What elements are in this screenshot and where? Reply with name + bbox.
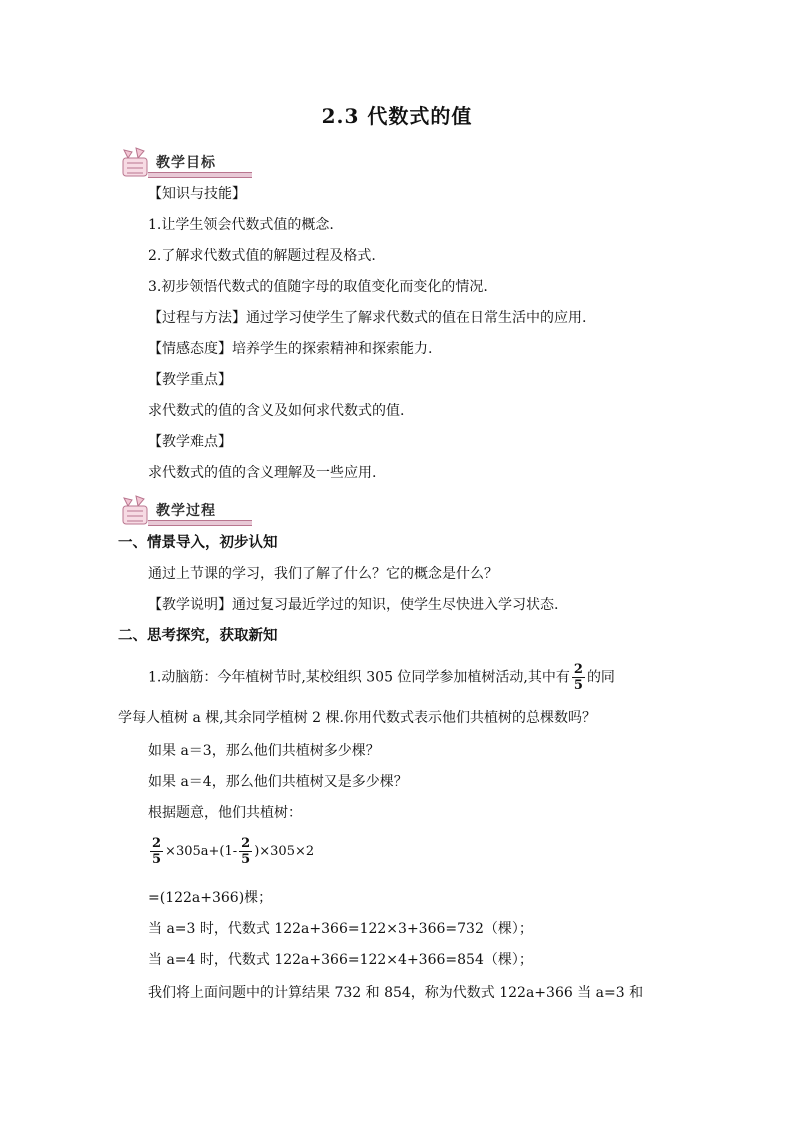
fraction-denominator: 5	[573, 678, 583, 693]
text-line: 1.让学生领会代数式值的概念.	[148, 217, 334, 233]
text-line: 【知识与技能】	[148, 186, 246, 202]
text-line: 【教学说明】通过复习最近学过的知识，使学生尽快进入学习状态.	[148, 597, 559, 613]
subsection-title: 二、思考探究，获取新知	[118, 628, 278, 644]
fraction	[150, 836, 163, 867]
text-line: 如果 a＝3，那么他们共植树多少棵？	[148, 743, 380, 759]
text-line: 【教学难点】	[148, 434, 232, 450]
subsection-title: 一、情景导入，初步认知	[118, 535, 278, 551]
text-line: 当 a=3 时，代数式 122a+366=122×3+366=732（棵）；	[148, 921, 533, 937]
text-segment: 1.动脑筋：今年植树节时,某校组织 305 位同学参加植树活动,其中有	[148, 669, 570, 686]
text-line: 【情感态度】培养学生的探索精神和探索能力.	[148, 341, 433, 357]
text-line: 如果 a＝4，那么他们共植树又是多少棵？	[148, 774, 408, 790]
paragraph-line	[148, 662, 615, 693]
text-line: 我们将上面问题中的计算结果 732 和 854，称为代数式 122a+366 当 a=3 和	[148, 985, 644, 1001]
fraction	[572, 662, 585, 693]
fraction-denominator: 5	[241, 852, 251, 867]
fraction-denominator: 5	[152, 852, 162, 867]
equation-segment: )×305×2	[254, 844, 315, 859]
text-line: 当 a=4 时，代数式 122a+366=122×4+366=854（棵）；	[148, 952, 533, 968]
fraction-numerator: 2	[152, 836, 162, 851]
section-underline	[148, 172, 252, 178]
fraction	[239, 836, 252, 867]
page-title: 2.3 代数式的值	[321, 104, 473, 128]
section-heading-objectives	[118, 146, 248, 182]
section-heading-label: 教学过程	[156, 503, 216, 519]
text-segment: 的同	[586, 669, 615, 686]
section-heading-process	[118, 494, 248, 530]
section-heading-label: 教学目标	[156, 155, 216, 171]
text-line: 【过程与方法】通过学习使学生了解求代数式的值在日常生活中的应用.	[148, 310, 587, 326]
text-line: 根据题意，他们共植树：	[148, 805, 302, 821]
fraction-numerator: 2	[241, 836, 251, 851]
fraction-numerator: 2	[573, 662, 583, 677]
section-underline	[148, 520, 252, 526]
text-line: =(122a+366)棵；	[148, 890, 273, 906]
text-line: 2.了解求代数式值的解题过程及格式.	[148, 248, 376, 264]
text-line: 求代数式的值的含义及如何求代数式的值.	[148, 403, 405, 419]
text-line: 学每人植树 a 棵,其余同学植树 2 棵.你用代数式表示他们共植树的总棵数吗？	[118, 710, 596, 726]
text-line: 3.初步领悟代数式的值随字母的取值变化而变化的情况.	[148, 279, 488, 295]
text-line: 求代数式的值的含义理解及一些应用.	[148, 465, 377, 481]
equation-segment: ×305a+(1-	[165, 844, 238, 859]
equation-line	[148, 836, 314, 867]
text-line: 【教学重点】	[148, 372, 232, 388]
text-line: 通过上节课的学习，我们了解了什么？它的概念是什么？	[148, 566, 498, 582]
